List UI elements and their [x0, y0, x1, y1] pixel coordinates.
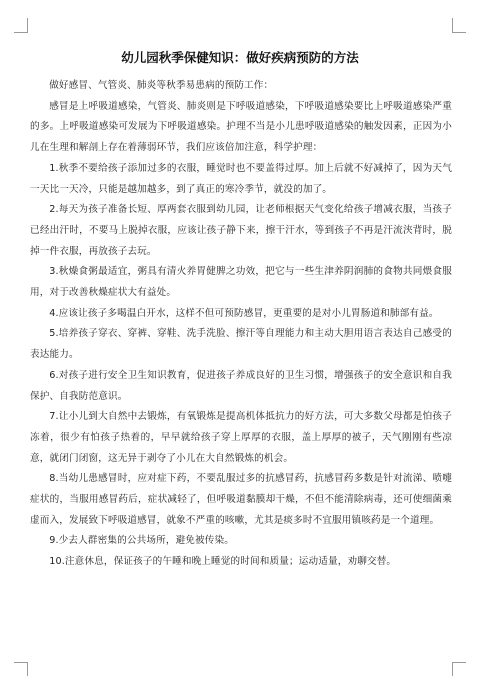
crop-mark-top-left — [27, 18, 28, 32]
crop-mark-bottom-left — [14, 662, 28, 663]
crop-mark-bottom-right — [452, 662, 453, 676]
paragraph-item-7: 7.让小儿到大自然中去锻炼，有氧锻炼是提高机体抵抗力的好方法，可大多数父母都是怕孩子冻着，很少有怕孩子热着的，早早就给孩子穿上厚厚的衣服，盖上厚厚的被子，天气刚刚有些凉意，就闭门闭窗，这无异于剥夺了小儿在大自然锻炼的机会。 — [30, 411, 452, 464]
paragraph-item-3: 3.秋燥食粥最适宜，粥具有清火养胃健脾之功效，把它与一些生津养阴润肺的食物共同煨食服用，对于改善秋燥症状大有益处。 — [30, 266, 452, 299]
paragraph-item-10: 10.注意休息，保证孩子的午睡和晚上睡觉的时间和质量；运动适量，劝聊交替。 — [49, 556, 397, 568]
paragraph-item-1: 1.秋季不要给孩子添加过多的衣服，睡觉时也不要盖得过厚。加上后就不好减掉了，因为天气一天比一天冷，只能是越加越多，到了真正的寒冷季节，就没的加了。 — [30, 162, 452, 195]
crop-mark-top-right — [452, 18, 453, 32]
paragraph-item-5: 5.培养孩子穿衣、穿裤、穿鞋、洗手洗脸、擦汗等自理能力和主动大胆用语言表达自己感受的表达能力。 — [30, 328, 452, 361]
paragraph-item-6: 6.对孩子进行安全卫生知识教育，促进孩子养成良好的卫生习惯，增强孩子的安全意识和自我保护、自我防范意识。 — [30, 369, 452, 402]
paragraph-background: 感冒是上呼吸道感染，气管炎、肺炎则是下呼吸道感染，下呼吸道感染要比上呼吸道感染严重的多。上呼吸道感染可发展为下呼吸道感染。护理不当是小儿患呼吸道感染的触发因素，正因为小儿在生理和解剖上存在着薄弱环节，我们应该倍加注意，科学护理： — [30, 100, 452, 154]
crop-mark-bottom-right — [452, 662, 466, 663]
crop-mark-bottom-left — [27, 662, 28, 676]
paragraph-item-9: 9.少去人群密集的公共场所，避免被传染。 — [49, 535, 235, 547]
crop-mark-top-right — [452, 32, 466, 33]
document-body — [30, 76, 452, 573]
crop-mark-top-left — [14, 32, 28, 33]
paragraph-item-4: 4.应该让孩子多喝温白开水，这样不但可预防感冒，更重要的是对小儿胃肠道和肺部有益。 — [49, 307, 439, 319]
paragraph-item-8: 8.当幼儿患感冒时，应对症下药，不要乱服过多的抗感冒药，抗感冒药多数是针对流涕、喷嚏症状的，当服用感冒药后，症状减轻了，但呼吸道黏膜却干燥，不但不能清除病毒，还可使细菌乘虚而入，发展致下呼吸道感冒，就象不严重的咳嗽，尤其是痰多时不宜服用镇咳药是一个道理。 — [30, 473, 452, 526]
paragraph-item-2: 2.每天为孩子准备长短、厚两套衣服到幼儿园，让老师根据天气变化给孩子增减衣服，当孩子已经出汗时，不要马上脱掉衣服，应该让孩子静下来，擦干汗水，等到孩子不再是汗流浃背时，脱掉一件衣服，再放孩子去玩。 — [30, 204, 452, 257]
paragraph-intro: 做好感冒、气管炎、肺炎等秋季易患病的预防工作： — [49, 80, 274, 91]
document-title: 幼儿园秋季保健知识：做好疾病预防的方法 — [121, 50, 359, 65]
